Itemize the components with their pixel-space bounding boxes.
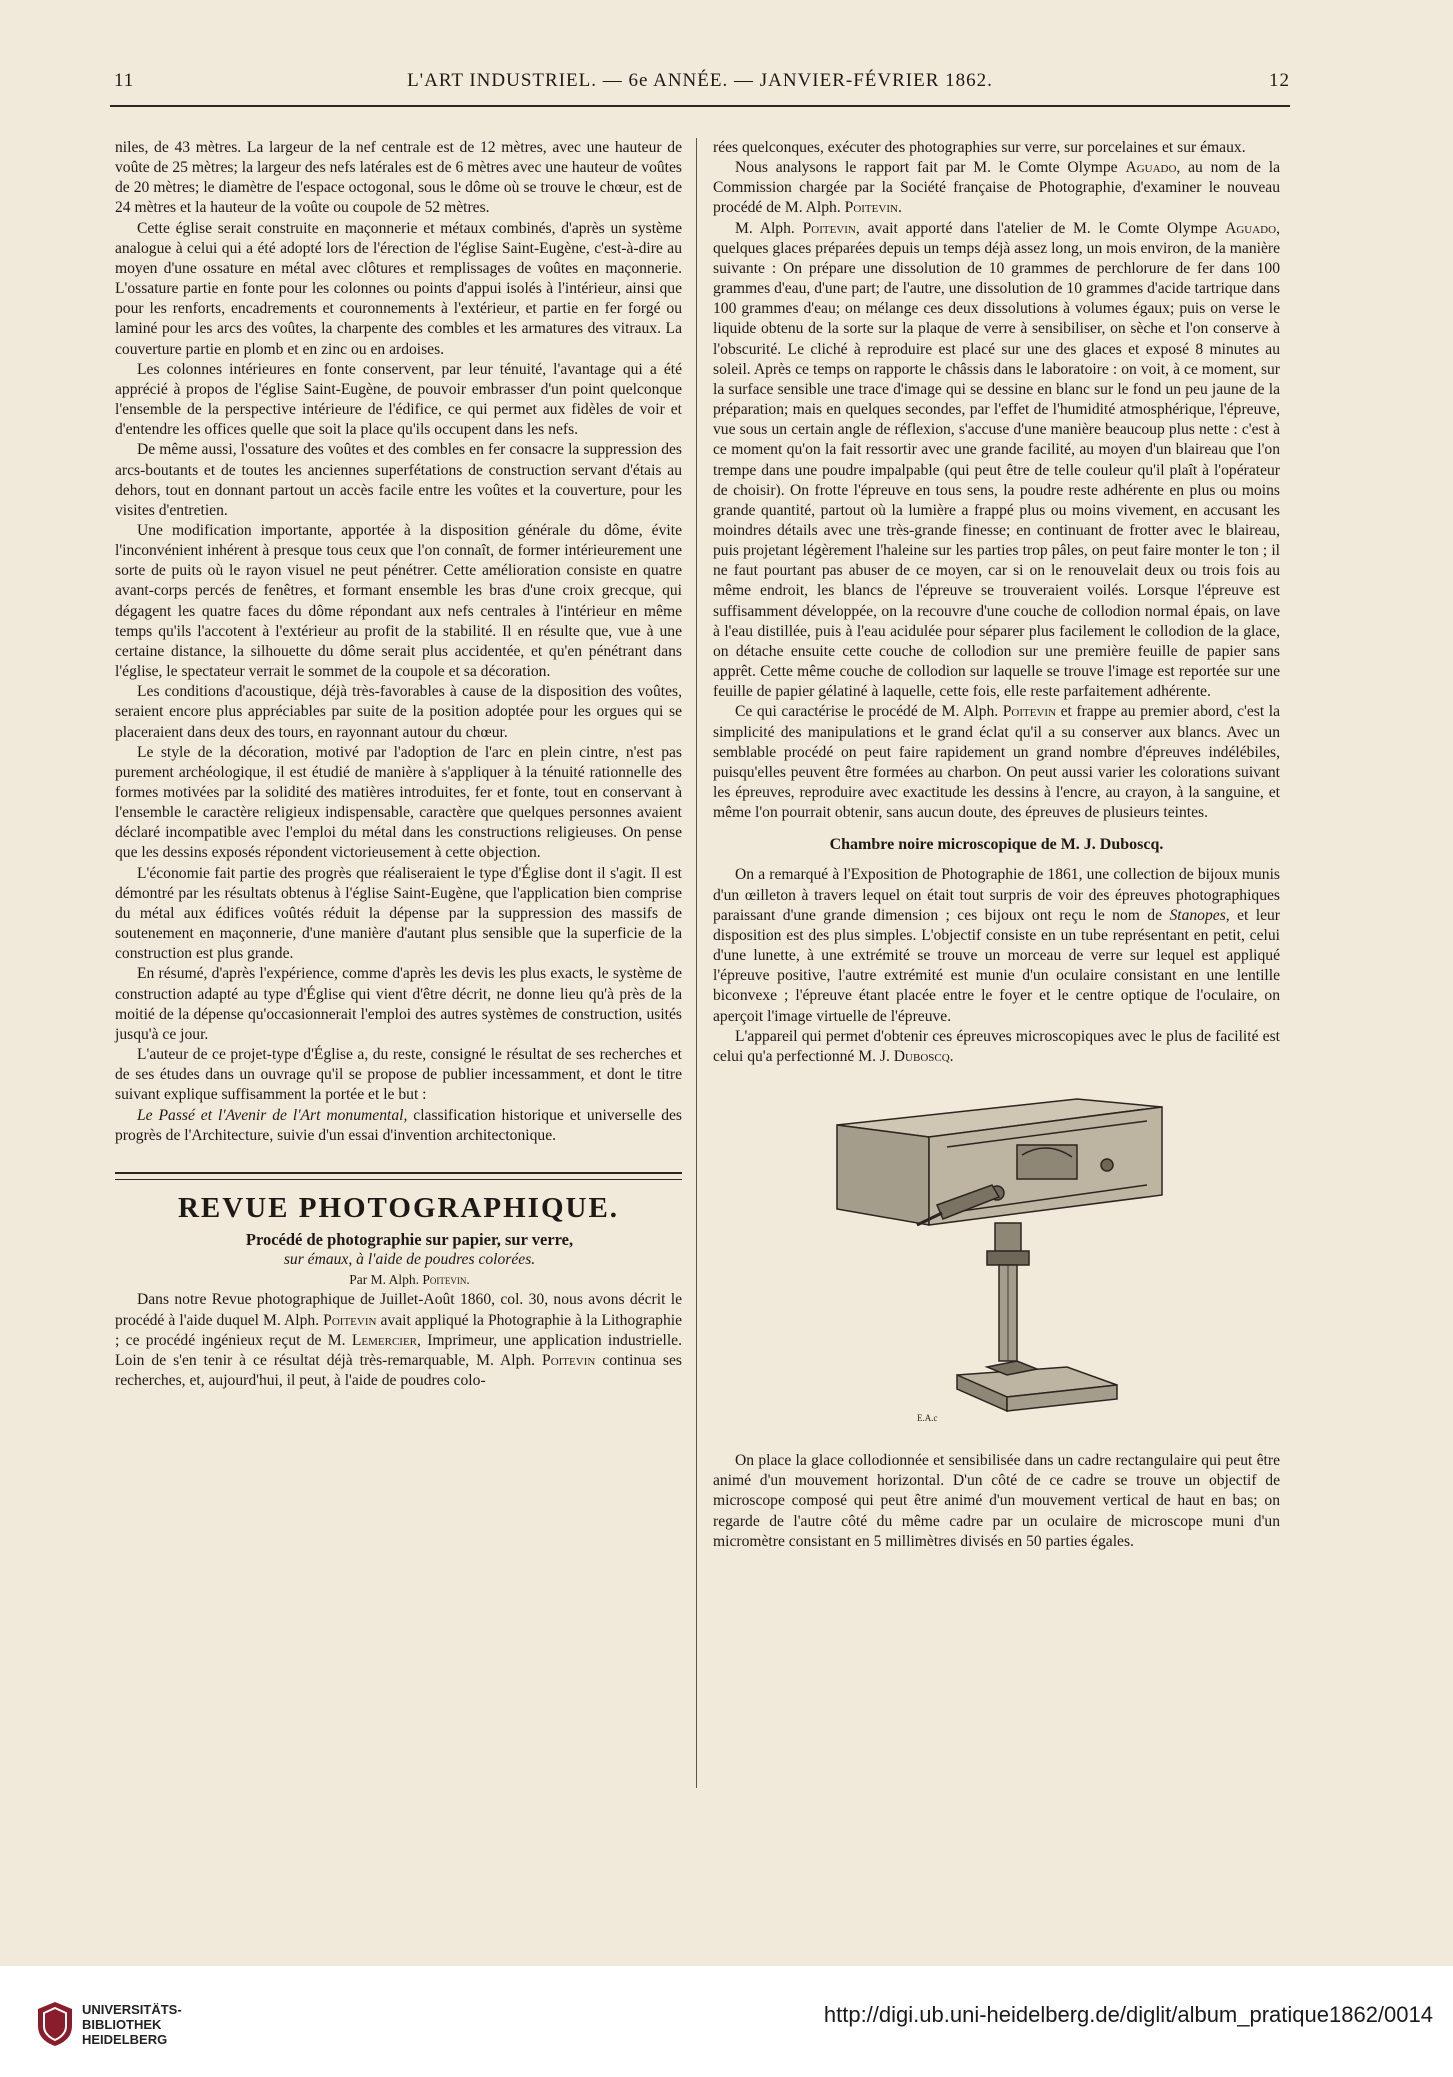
paragraph	[713, 219, 1280, 703]
paragraph: Cette église serait construite en maçonnerie et métaux combinés, d'après un système analogue à celui qui a été adopté lors de l'érection de l'église Saint-Eugène, c'est-à-dire au moyen d'une ossature en métal avec clôtures et remplissages de voûtes en maçonnerie. L'ossature partie en fonte pour les colonnes ou points d'appui isolés à l'intérieur, ainsi que pour les renforts, encadrements et couronnements à l'extérieur, et partie en fer forgé ou laminé pour les arcs des voûtes, la charpente des combles et les armatures des vitraux. La couverture partie en plomb et en zinc ou en ardoises.	[115, 219, 682, 358]
text-span: Ce qui caractérise le procédé de M. Alph.	[735, 703, 1003, 721]
text-span: On a remarqué à l'Exposition de Photographie de 1861, une collection de bijoux munis d'un œilleton à travers lequel on était tout surpris de voir des épreuves photographiques paraissant d'une grande dimension ; ces bijoux ont reçu le nom de	[713, 866, 1280, 924]
page-number-right: 12	[1269, 70, 1290, 91]
paragraph	[115, 1290, 682, 1391]
text-span: , et leur disposition est des plus simples. L'objectif consiste en un tube représentant en petit, celui d'une lunette, à une extrémité se trouve un morceau de verre sur lequel est appliqué l'épreuve positive, l'autre extrémité est munie d'un oculaire consistant en une lentille biconvexe ; l'épreuve étant placée entre le foyer et le centre optique de l'oculaire, on aperçoit l'image virtuelle de l'épreuve.	[713, 906, 1280, 1025]
page-number-left: 11	[114, 70, 135, 91]
text-span: M. Alph.	[735, 219, 803, 237]
text-span: , avait apporté dans l'atelier de M. le Comte Olympe	[855, 219, 1226, 237]
person-name: Aguado	[1125, 159, 1177, 177]
column-divider	[696, 138, 697, 1788]
paragraph: Les colonnes intérieures en fonte conservent, par leur ténuité, l'avantage qui a été apprécié à propos de l'église Saint-Eugène, de pouvoir embrasser d'un point quelconque l'ensemble de la perspective intérieure de l'édifice, ce qui permet aux fidèles de voir et d'entendre les offices quelle que soit la place qu'ils occupent dans les nefs.	[115, 360, 682, 439]
author-name: Poitevin.	[422, 1272, 470, 1288]
header-rule	[110, 105, 1290, 107]
right-column	[713, 138, 1280, 1552]
text-span: continua ses recherches, et, aujourd'hui, il peut, à l'aide de poudres colo-	[115, 1351, 682, 1390]
paragraph: Une modification importante, apportée à la disposition générale du dôme, évite l'inconvénient inhérent à presque tous ceux que l'on connaît, de former intérieurement une sorte de puits où le rayon visuel ne peut pénétrer. Cette amélioration consiste en quatre avant-corps percés de fenêtres, et formant ensemble les bras d'une croix grecque, qui dégagent les quatre faces du dôme répondant aux nefs centrales à l'intérieur en même temps qu'ils l'accotent à l'extérieur au profit de la stabilité. Il en résulte que, vue à une certaine distance, la silhouette du dôme serait plus accidentée, et qu'en pénétrant dans l'église, le spectateur verrait le sommet de la coupole et sa décoration.	[115, 521, 682, 681]
person-name: Poitevin	[802, 219, 856, 237]
person-name: Lemercier	[351, 1331, 418, 1349]
book-title: Le Passé et l'Avenir de l'Art monumental,	[137, 1106, 408, 1124]
article-title-2: Chambre noire microscopique de M. J. Duboscq.	[829, 836, 1164, 854]
text-span: , Imprimeur, une application industrielle. Loin de s'en tenir à ce résultat déjà très-remarquable, M. Alph.	[115, 1331, 682, 1369]
person-name: Poitevin	[323, 1311, 377, 1329]
person-name: Poitevin	[844, 199, 898, 217]
paragraph: On place la glace collodionnée et sensibilisée dans un cadre rectangulaire qui peut être animé d'un mouvement horizontal. D'un côté de ce cadre se trouve un objectif de microscope composé qui peut être animé d'un mouvement vertical de haut en bas; on regarde de l'autre côté du même cadre par un oculaire de microscope muni d'un micromètre consistant en 5 millimètres divisés en 50 parties égales.	[713, 1452, 1280, 1550]
text-span: Nous analysons le rapport fait par M. le Comte Olympe	[735, 159, 1126, 177]
library-name	[82, 2002, 182, 2047]
library-footer	[0, 1966, 1453, 2077]
text-span: Dans notre Revue photographique de Juillet-Août 1860, col. 30, nous avons décrit le procédé à l'aide duquel M. Alph.	[115, 1291, 682, 1329]
text-span: , au nom de la Commission chargée par la Société française de Photographie, d'examiner le nouveau procédé de M. Alph.	[713, 159, 1281, 217]
text-span: .	[949, 1047, 954, 1065]
left-column	[115, 138, 682, 1391]
engraving-image	[817, 1085, 1177, 1437]
library-name-line: UNIVERSITÄTS-	[82, 2002, 182, 2017]
text-span: .	[897, 199, 902, 217]
engraver-signature: E.A.c	[916, 1413, 937, 1424]
person-name: Poitevin	[1002, 703, 1057, 721]
section-rule	[115, 1172, 682, 1180]
paragraph	[713, 158, 1280, 218]
paragraph: Les conditions d'acoustique, déjà très-favorables à cause de la disposition des voûtes, seraient encore plus appréciables par suite de la position adoptée pour les orgues qui se placeraient dans deux des tours, en rayonnant autour du chœur.	[115, 683, 682, 741]
paragraph: rées quelconques, exécuter des photographies sur verre, sur porcelaines et sur émaux.	[713, 139, 1246, 156]
paragraph	[115, 1106, 682, 1146]
paragraph: niles, de 43 mètres. La largeur de la nef centrale est de 12 mètres, avec une hauteur de voûte de 25 mètres; la largeur des nefs latérales est de 6 mètres avec une hauteur de voûtes de 20 mètres; le diamètre de l'espace octogonal, sous le dôme où se trouve le chœur, est de 24 mètres et la hauteur de la voûte ou coupole de 52 mètres.	[115, 139, 682, 217]
article-subtitle: sur émaux, à l'aide de poudres colorées.	[283, 1251, 536, 1269]
text-span: L'appareil qui permet d'obtenir ces épreuves microscopiques avec le plus de facilité est celui qu'a perfectionné M. J.	[713, 1027, 1280, 1065]
person-name: Duboscq	[893, 1047, 950, 1065]
university-seal-icon	[36, 2000, 74, 2048]
running-header	[110, 70, 1290, 100]
paragraph: De même aussi, l'ossature des voûtes et des combles en fer consacre la suppression des arcs-boutants et de toutes les anciennes superfétations de construction servant d'étais au dehors, tout en donnant partout un accès facile entre les voûtes et la couverture, pour les visites d'entretien.	[115, 441, 682, 519]
text-span: , quelques glaces préparées depuis un temps déjà assez long, un mois environ, de la manière suivante : On prépare une dissolution de 10 grammes de perchlorure de fer dans 100 grammes d'eau, d'une part; de l'autre, une dissolution de 10 grammes d'acide tartrique dans 100 grammes d'eau; on mélange ces deux dissolutions à volumes égaux; puis on verse le liquide obtenu de la sorte sur la plaque de verre à sensibiliser, on sèche et l'on conserve à l'obscurité. Le cliché à reproduire est placé sur une des glaces et exposé 8 minutes au soleil. Après ce temps on rapporte le châssis dans le laboratoire : on voit, à ce moment, sur la surface sensible une trace d'image qui se dessine en blanc sur le fond un peu jaune de la préparation; mais en quelques secondes, par l'effet de l'humidité atmosphérique, l'épreuve, vue sous un certain angle de réflexion, s'accuse d'une manière beaucoup plus nette : c'est à ce moment qu'on la fait ressortir avec une grande facilité, au moyen d'un blaireau que l'on trempe dans une poudre impalpable (qui peut être de telle couleur qu'il plaît à l'opérateur de choisir). On frotte l'épreuve en tous sens, la poudre reste adhérente en plus ou moins grande quantité, partout où la lumière a frappé plus ou moins vivement, en accusant les moindres détails avec une très-grande finesse; en continuant de frotter avec le blaireau, puis projetant légèrement l'haleine sur les parties trop pâles, on peut faire monter le ton ; il ne faut pourtant pas abuser de ce moyen, car si on le renouvelait deux ou trois fois au même endroit, les blancs de l'épreuve se trouveraient voilés. Lorsque l'épreuve est suffisamment développée, on la recouvre d'une couche de collodion normal épais, on lave à l'eau distillée, puis à l'eau acidulée pour séparer plus facilement le collodion de la glace, on détache ensuite cette couche de collodion sur une première feuille de papier sans apprêt. Cette même couche de collodion sur laquelle se trouve l'image est reportée sur une feuille de papier gélatiné à laquelle, cette fois, elle reste parfaitement adhérente.	[713, 219, 1280, 701]
journal-title: L'ART INDUSTRIEL. — 6e ANNÉE. — JANVIER-FÉVRIER 1862.	[407, 70, 993, 91]
microscope-camera-figure	[713, 1085, 1280, 1437]
paragraph	[713, 702, 1280, 823]
paragraph: L'auteur de ce projet-type d'Église a, du reste, consigné le résultat de ses recherches et de ses études dans un ouvrage qu'il se propose de publier incessamment, et dont le titre suivant explique suffisamment la portée et le but :	[115, 1046, 682, 1104]
paragraph: En résumé, d'après l'expérience, comme d'après les devis les plus exacts, le système de construction adapté au type d'Église qui vient d'être décrit, ne donne lieu qu'à près de la moitié de la dépense qu'occasionnerait l'emploi des autres systèmes de construction, usités jusqu'à ce jour.	[115, 965, 682, 1043]
byline	[115, 1270, 682, 1290]
person-name: Poitevin	[542, 1351, 596, 1369]
paragraph: L'économie fait partie des progrès que réaliseraient le type d'Église dont il s'agit. Il est démontré par les résultats obtenus à l'église Saint-Eugène, que l'application bien comprise du métal aux édifices voûtés réduit la dépense par la suppression des massifs de soutenement en maçonnerie, d'une manière d'autant plus sensible que la superficie de la construction est plus grande.	[115, 864, 682, 963]
text-span: avait appliqué la Photographie à la Lithographie ; ce procédé ingénieux reçut de M.	[115, 1311, 682, 1349]
person-name: Aguado	[1225, 219, 1277, 237]
paragraph: Le style de la décoration, motivé par l'adoption de l'arc en plein cintre, n'est pas purement archéologique, il est étudié de manière à s'appliquer à la ténuité rationnelle des formes motivées par la solidité des matières introduites, fer et fonte, tout en conservant à l'ensemble le caractère religieux indispensable, caractère que quelques personnes avaient déclaré incompatible avec l'emploi du métal dans les constructions religieuses. On pense que les dessins exposés répondent victorieusement à cette objection.	[115, 743, 682, 862]
section-title: REVUE PHOTOGRAPHIQUE.	[177, 1191, 620, 1224]
paragraph	[713, 865, 1280, 1026]
library-name-line: HEIDELBERG	[82, 2032, 168, 2047]
text-span: et frappe au premier abord, c'est la simplicité des manipulations et le grand éclat qu'il a su conserver aux blancs. Avec un semblable procédé on peut faire rapidement un grand nombre d'épreuves indélébiles, puisqu'elles peuvent être formées au charbon. On peut aussi varier les colorations suivant les épreuves, reproduire avec exactitude les dessins à l'encre, au crayon, à la sanguine, et même l'on pourrait obtenir, sans aucun doute, des épreuves de plusieurs teintes.	[713, 703, 1280, 822]
text-span: Par M. Alph.	[349, 1272, 423, 1288]
library-name-line: BIBLIOTHEK	[82, 2017, 162, 2032]
paragraph	[713, 1027, 1280, 1067]
term: Stanopes	[1169, 906, 1226, 924]
article-title: Procédé de photographie sur papier, sur verre,	[245, 1229, 574, 1249]
text-span: classification historique et universelle des progrès de l'Architecture, suivie d'un essai d'invention architectonique.	[115, 1106, 682, 1144]
permalink[interactable]: http://digi.ub.uni-heidelberg.de/diglit/album_pratique1862/0014	[823, 2002, 1433, 2027]
